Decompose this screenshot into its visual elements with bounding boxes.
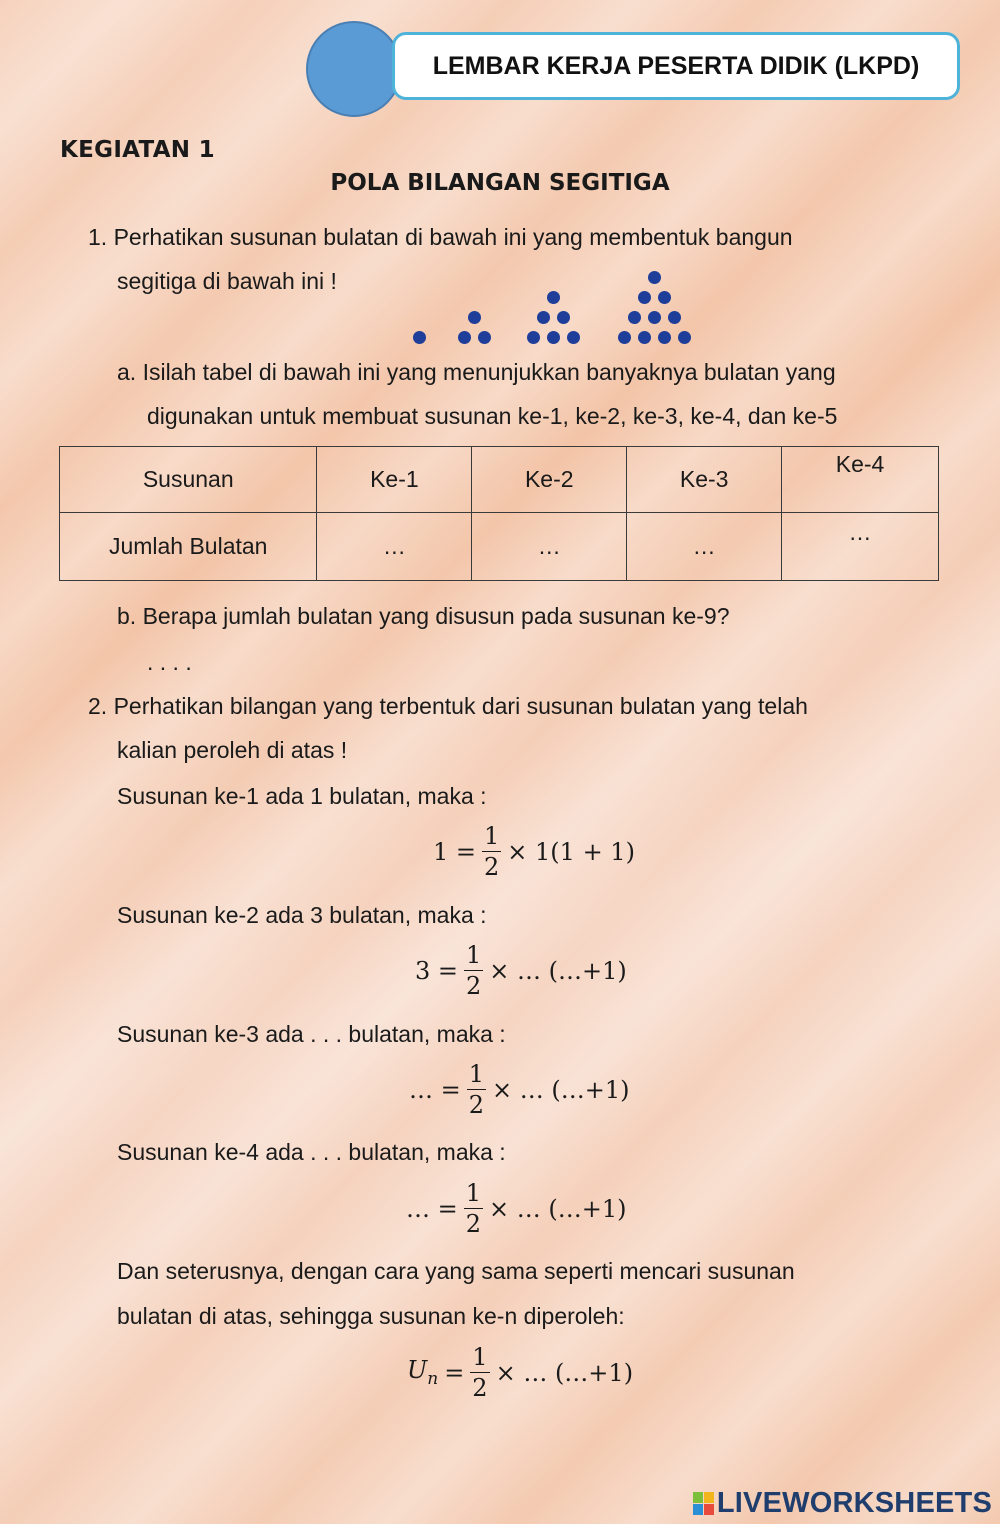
fraction-one-half: [467, 1062, 486, 1117]
term-subscript: n: [427, 1368, 439, 1389]
fraction-denominator: 2: [484, 853, 500, 881]
dot: [468, 311, 481, 324]
q1-text-line1: 1. Perhatikan susunan bulatan di bawah ini yang membentuk bangun: [88, 224, 793, 250]
dot: [658, 291, 671, 304]
table-row: [60, 513, 939, 581]
liveworksheets-logo-icon: [693, 1492, 714, 1515]
dot: [547, 291, 560, 304]
equation-step3: [409, 1062, 630, 1117]
fraction-one-half: [470, 1345, 489, 1400]
table-row-label: Jumlah Bulatan: [60, 513, 317, 581]
equation-step4: [406, 1181, 627, 1236]
dot: [648, 311, 661, 324]
q2-text-line1: 2. Perhatikan bilangan yang terbentuk dari susunan bulatan yang telah: [88, 693, 808, 719]
fraction-numerator: 1: [484, 822, 500, 850]
equation-rhs-blanks[interactable]: × … (…+1): [492, 1075, 630, 1104]
q2-step3-text: Susunan ke-3 ada . . . bulatan, maka :: [117, 1021, 506, 1047]
activity-label: KEGIATAN 1: [60, 137, 215, 163]
table-header-cell: Susunan: [60, 447, 317, 513]
fraction-denominator: 2: [465, 1210, 482, 1238]
fraction-one-half: [482, 824, 501, 879]
fraction-numerator: 1: [472, 1343, 488, 1371]
fraction-numerator: 1: [465, 1179, 482, 1207]
worksheet-title: LEMBAR KERJA PESERTA DIDIK (LKPD): [432, 51, 920, 80]
equation-rhs-blanks[interactable]: × … (…+1): [495, 1358, 634, 1387]
equation-step1: [433, 824, 635, 879]
dot: [618, 331, 631, 344]
watermark-text: LIVEWORKSHEETS: [716, 1487, 992, 1519]
q1-text-line2: segitiga di bawah ini !: [117, 268, 337, 294]
equation-lhs-blank[interactable]: … =: [409, 1075, 461, 1104]
fraction-denominator: 2: [472, 1374, 488, 1402]
dot: [478, 331, 491, 344]
dot-count-table: [59, 446, 939, 581]
table-header-cell: Ke-2: [472, 447, 627, 513]
equation-step2: [415, 943, 627, 998]
liveworksheets-watermark: [693, 1487, 992, 1520]
q2-step1-text: Susunan ke-1 ada 1 bulatan, maka :: [117, 783, 487, 809]
equation-lhs: [407, 1356, 438, 1389]
dot: [628, 311, 641, 324]
equation-lhs: 3 =: [415, 956, 459, 985]
equation-rhs-blanks[interactable]: × … (…+1): [489, 956, 627, 985]
equation-rhs: × 1(1 + 1): [507, 837, 635, 866]
dot: [648, 271, 661, 284]
header-circle-decoration: [306, 21, 402, 117]
table-header-cell: Ke-3: [627, 447, 782, 513]
term-variable: U: [407, 1356, 428, 1385]
q2-conclusion-line2: bulatan di atas, sehingga susunan ke-n diperoleh:: [117, 1303, 625, 1329]
fraction-denominator: 2: [466, 972, 482, 1000]
dot: [567, 331, 580, 344]
dot: [547, 331, 560, 344]
answer-cell[interactable]: …: [317, 513, 472, 581]
q1a-text-line2: digunakan untuk membuat susunan ke-1, ke-2, ke-3, ke-4, dan ke-5: [147, 403, 838, 429]
dot: [413, 331, 426, 344]
answer-cell[interactable]: …: [627, 513, 782, 581]
fraction-denominator: 2: [468, 1091, 485, 1119]
table-header-cell: Ke-4: [782, 447, 939, 513]
answer-cell[interactable]: …: [472, 513, 627, 581]
dot: [537, 311, 550, 324]
answer-cell[interactable]: …: [782, 513, 939, 581]
equation-lhs: 1 =: [433, 837, 477, 866]
q1a-text-line1: a. Isilah tabel di bawah ini yang menunjukkan banyaknya bulatan yang: [117, 359, 836, 385]
q2-text-line2: kalian peroleh di atas !: [117, 737, 348, 763]
fraction-numerator: 1: [468, 1060, 485, 1088]
equation-general-term: [407, 1345, 633, 1400]
q1b-text: b. Berapa jumlah bulatan yang disusun pada susunan ke-9?: [117, 603, 730, 629]
dot: [527, 331, 540, 344]
dot: [668, 311, 681, 324]
worksheet-title-box: [392, 32, 960, 100]
dot: [458, 331, 471, 344]
q2-step2-text: Susunan ke-2 ada 3 bulatan, maka :: [117, 902, 487, 928]
fraction-numerator: 1: [466, 941, 482, 969]
equals-sign: =: [444, 1358, 465, 1387]
q2-conclusion-line1: Dan seterusnya, dengan cara yang sama seperti mencari susunan: [117, 1258, 795, 1284]
table-header-cell: Ke-1: [317, 447, 472, 513]
dot: [557, 311, 570, 324]
dot: [678, 331, 691, 344]
q2-step4-text: Susunan ke-4 ada . . . bulatan, maka :: [117, 1139, 506, 1165]
dot: [658, 331, 671, 344]
table-header-row: [60, 447, 939, 513]
activity-subtitle: POLA BILANGAN SEGITIGA: [330, 170, 670, 196]
equation-lhs-blank[interactable]: … =: [406, 1194, 458, 1223]
dot: [638, 331, 651, 344]
dot: [638, 291, 651, 304]
q1b-answer-field[interactable]: . . . .: [147, 649, 192, 675]
fraction-one-half: [464, 943, 483, 998]
equation-rhs-blanks[interactable]: × … (…+1): [489, 1194, 627, 1223]
fraction-one-half: [464, 1181, 483, 1236]
